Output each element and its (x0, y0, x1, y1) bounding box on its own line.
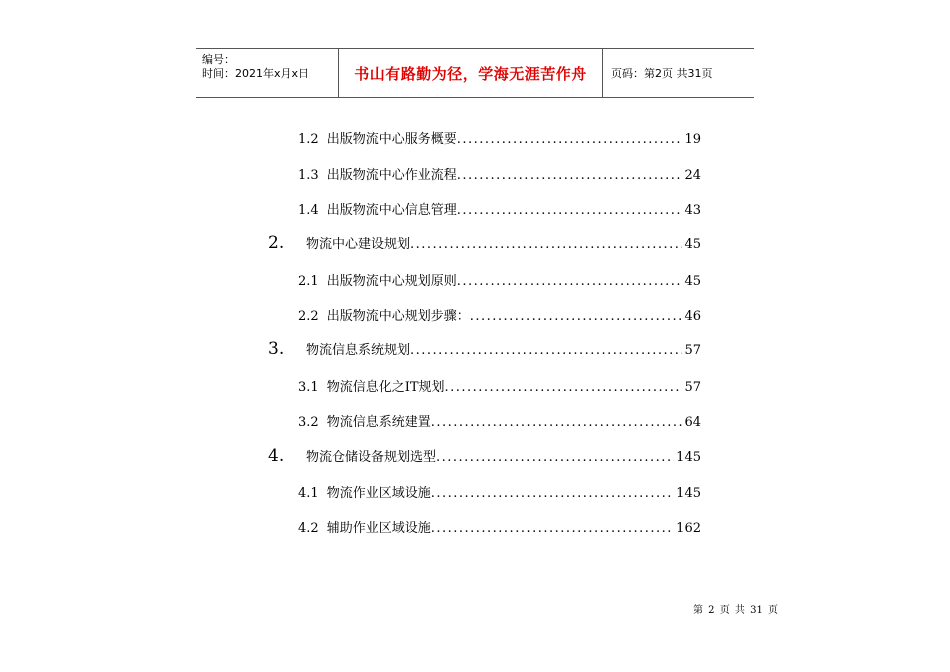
page-footer: 第 2 页 共 31 页 (693, 605, 778, 616)
toc-leader (431, 521, 674, 536)
toc-leader (457, 203, 683, 218)
toc-page: 57 (684, 380, 701, 395)
toc-entry[interactable] (268, 233, 701, 253)
header-page-info: 页码：第2页 共31页 (611, 67, 713, 80)
toc-title: 出版物流中心规划原则 (326, 274, 457, 289)
toc-leader (410, 237, 682, 252)
toc-entry[interactable] (268, 339, 701, 359)
toc-page: 145 (676, 450, 701, 465)
toc-leader (436, 450, 674, 465)
toc-page: 64 (684, 415, 701, 430)
toc-page: 45 (684, 274, 701, 289)
toc-title: 物流信息系统建置 (326, 415, 431, 430)
toc-page: 45 (684, 237, 701, 252)
toc-entry[interactable] (298, 305, 701, 324)
toc-number: 2.2 (298, 309, 319, 324)
toc-number: 4. (268, 446, 285, 466)
toc-entry[interactable] (268, 446, 701, 466)
toc-page: 162 (676, 521, 701, 536)
toc-title: 出版物流中心作业流程 (326, 168, 457, 183)
toc-leader (410, 343, 682, 358)
time-label: 时间：2021年x月x日 (202, 67, 310, 80)
toc-entry[interactable] (298, 199, 701, 218)
toc-leader (457, 274, 683, 289)
toc-leader (457, 168, 683, 183)
page-header (196, 48, 754, 98)
toc-page: 43 (684, 203, 701, 218)
toc-page: 46 (684, 309, 701, 324)
toc-title: 物流仓储设备规划选型 (306, 450, 437, 465)
toc-leader (431, 415, 683, 430)
toc-number: 4.2 (298, 521, 319, 536)
toc-page: 19 (684, 132, 701, 147)
toc-entry[interactable] (298, 517, 701, 536)
toc-entry[interactable] (298, 164, 701, 183)
toc-leader (470, 309, 683, 324)
toc-page: 57 (684, 343, 701, 358)
toc-page: 145 (676, 486, 701, 501)
toc-entry[interactable] (298, 482, 701, 501)
toc-number: 1.3 (298, 168, 319, 183)
toc-page: 24 (684, 168, 701, 183)
toc-number: 3. (268, 339, 285, 359)
toc-number: 4.1 (298, 486, 319, 501)
toc-leader (431, 486, 674, 501)
toc-title: 物流作业区域设施 (326, 486, 431, 501)
toc-title: 出版物流中心规划步骤： (326, 309, 470, 324)
toc-title: 出版物流中心信息管理 (326, 203, 457, 218)
toc-number: 1.4 (298, 203, 319, 218)
toc-number: 1.2 (298, 132, 319, 147)
toc-entry[interactable] (298, 128, 701, 147)
toc-title: 物流中心建设规划 (306, 237, 411, 252)
toc-number: 2.1 (298, 274, 319, 289)
toc-title: 辅助作业区域设施 (326, 521, 431, 536)
toc-number: 3.1 (298, 380, 319, 395)
toc-leader (457, 132, 683, 147)
toc-number: 3.2 (298, 415, 319, 430)
serial-label: 编号： (202, 53, 235, 66)
toc-entry[interactable] (298, 411, 701, 430)
header-motto: 书山有路勤为径，学海无涯苦作舟 (339, 49, 603, 97)
toc-entry[interactable] (298, 376, 701, 395)
header-meta (196, 49, 339, 97)
toc-title: 物流信息系统规划 (306, 343, 411, 358)
toc-title: 出版物流中心服务概要 (326, 132, 457, 147)
toc-number: 2. (268, 233, 285, 253)
toc-title: 物流信息化之IT规划 (326, 380, 445, 395)
toc-leader (445, 380, 683, 395)
toc-entry[interactable] (298, 270, 701, 289)
